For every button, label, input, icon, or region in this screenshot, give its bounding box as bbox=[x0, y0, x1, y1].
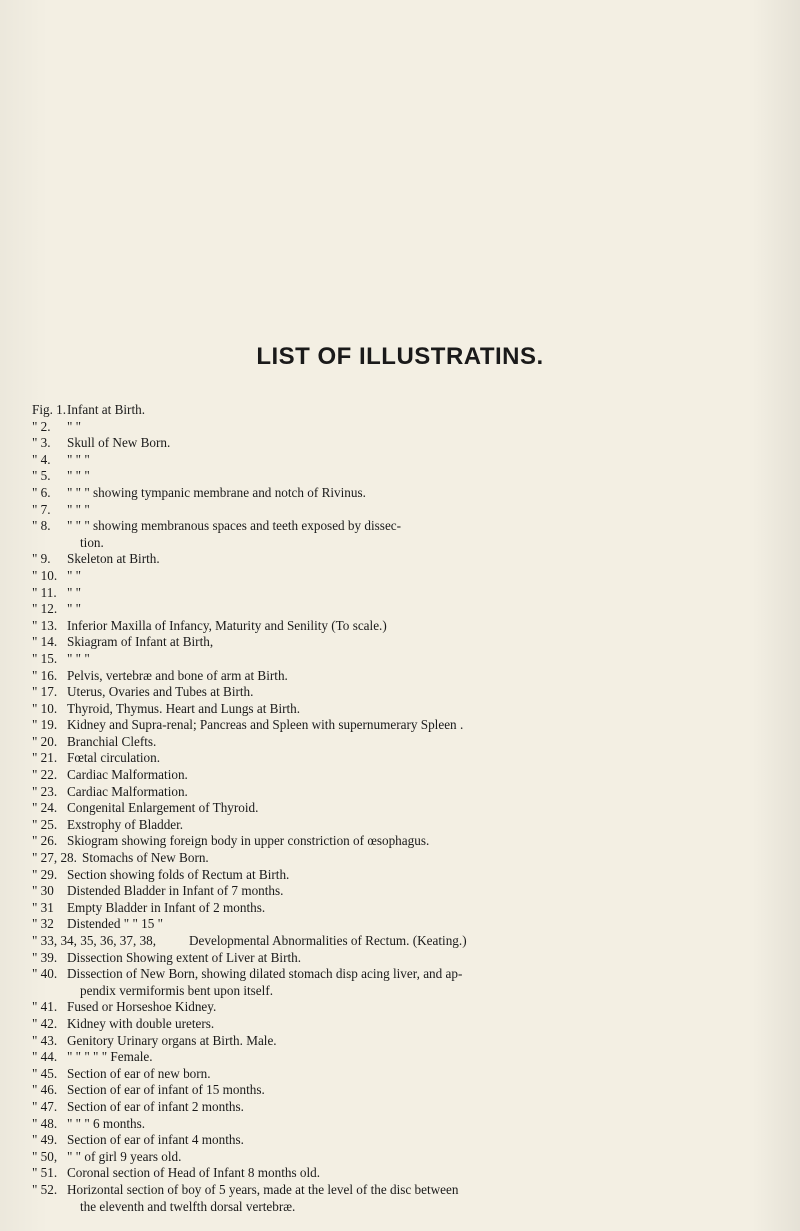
page-title: LIST OF ILLUSTRATINS. bbox=[256, 343, 544, 370]
list-item bbox=[0, 452, 800, 469]
list-item bbox=[0, 618, 800, 635]
figure-number: " 48. bbox=[32, 1115, 58, 1131]
figure-number: " 50, bbox=[32, 1148, 58, 1164]
figure-caption: Coronal section of Head of Infant 8 months old. bbox=[67, 1165, 321, 1181]
list-item bbox=[0, 701, 800, 718]
figure-number: " 16. bbox=[32, 667, 58, 683]
list-item bbox=[0, 883, 800, 900]
figure-number: " 8. bbox=[32, 518, 51, 534]
figure-number: " 20. bbox=[32, 733, 58, 749]
figure-number: " 43. bbox=[32, 1032, 58, 1048]
figure-caption: Stomachs of New Born. bbox=[82, 850, 209, 866]
figure-number: " 45. bbox=[32, 1065, 58, 1081]
figure-caption: " " " " " Female. bbox=[67, 1049, 153, 1065]
list-item bbox=[0, 1165, 800, 1182]
figure-caption: Distended " " 15 " bbox=[67, 916, 163, 932]
figure-number: " 42. bbox=[32, 1015, 58, 1031]
figure-number: " 51. bbox=[32, 1165, 58, 1181]
figure-caption: Congenital Enlargement of Thyroid. bbox=[67, 800, 259, 816]
figure-caption: " " bbox=[67, 418, 82, 434]
figure-caption: Uterus, Ovaries and Tubes at Birth. bbox=[67, 684, 254, 700]
figure-number: " 10. bbox=[32, 567, 58, 583]
figure-caption: Section of ear of infant 2 months. bbox=[67, 1098, 244, 1114]
list-item bbox=[0, 402, 800, 419]
figure-caption: Kidney with double ureters. bbox=[67, 1015, 215, 1031]
figure-number: " 33, 34, 35, 36, 37, 38, bbox=[32, 933, 157, 948]
figure-number: " 22. bbox=[32, 767, 58, 783]
figure-number: " 30 bbox=[32, 883, 54, 899]
list-item bbox=[0, 933, 800, 950]
list-item bbox=[0, 950, 800, 967]
figure-caption: Skiogram showing foreign body in upper constriction of œsophagus. bbox=[67, 833, 430, 849]
list-item bbox=[0, 435, 800, 452]
list-item bbox=[0, 585, 800, 602]
list-item bbox=[0, 419, 800, 436]
figure-number: " 46. bbox=[32, 1082, 58, 1098]
figure-caption: " " " 6 months. bbox=[67, 1115, 146, 1131]
figure-number: " 41. bbox=[32, 999, 58, 1015]
list-item bbox=[0, 900, 800, 917]
figure-caption: Fused or Horseshoe Kidney. bbox=[67, 999, 217, 1015]
figure-caption: Distended Bladder in Infant of 7 months. bbox=[67, 883, 284, 899]
figure-number: " 31 bbox=[32, 899, 54, 915]
list-item bbox=[0, 651, 800, 668]
figure-caption: Section of ear of new born. bbox=[67, 1065, 211, 1081]
caption-continuation: pendix vermiformis bent upon itself. bbox=[80, 982, 274, 998]
figure-number: " 29. bbox=[32, 866, 58, 882]
illustration-list bbox=[0, 402, 800, 1215]
figure-caption: " " " bbox=[67, 468, 90, 484]
figure-caption: Empty Bladder in Infant of 2 months. bbox=[67, 899, 266, 915]
figure-caption: " " " bbox=[67, 501, 90, 517]
list-item bbox=[0, 1082, 800, 1099]
list-item bbox=[0, 784, 800, 801]
list-item bbox=[0, 767, 800, 784]
list-item bbox=[0, 833, 800, 850]
figure-caption bbox=[67, 518, 767, 551]
list-item bbox=[0, 999, 800, 1016]
figure-number: " 11. bbox=[32, 584, 57, 600]
figure-caption: Branchial Clefts. bbox=[67, 733, 157, 749]
figure-caption: Skiagram of Infant at Birth, bbox=[67, 634, 214, 650]
list-item bbox=[0, 601, 800, 618]
figure-number: " 15. bbox=[32, 650, 58, 666]
list-item bbox=[0, 1033, 800, 1050]
figure-caption bbox=[67, 1182, 767, 1215]
figure-number: " 4. bbox=[32, 451, 51, 467]
list-item bbox=[0, 850, 800, 867]
figure-caption: Exstrophy of Bladder. bbox=[67, 816, 184, 832]
figure-caption: Genitory Urinary organs at Birth. Male. bbox=[67, 1032, 277, 1048]
list-item bbox=[0, 568, 800, 585]
figure-caption: " " " showing tympanic membrane and notch of Rivinus. bbox=[67, 484, 366, 500]
figure-number: " 52. bbox=[32, 1181, 58, 1197]
list-item bbox=[0, 485, 800, 502]
list-item bbox=[0, 1099, 800, 1116]
list-item bbox=[0, 551, 800, 568]
list-item bbox=[0, 734, 800, 751]
figure-number: " 2. bbox=[32, 418, 51, 434]
caption-continuation: the eleventh and twelfth dorsal vertebræ. bbox=[80, 1198, 296, 1214]
figure-number: " 12. bbox=[32, 601, 58, 617]
figure-number: " 7. bbox=[32, 501, 51, 517]
figure-number: " 9. bbox=[32, 551, 51, 567]
list-item bbox=[0, 817, 800, 834]
figure-caption: Fœtal circulation. bbox=[67, 750, 161, 766]
list-item bbox=[0, 518, 800, 551]
figure-number: " 3. bbox=[32, 435, 51, 451]
figure-caption: Section of ear of infant 4 months. bbox=[67, 1132, 244, 1148]
list-item bbox=[0, 1182, 800, 1215]
list-item bbox=[0, 800, 800, 817]
figure-caption: Skull of New Born. bbox=[67, 435, 171, 451]
figure-number: " 24. bbox=[32, 800, 58, 816]
figure-number: " 32 bbox=[32, 916, 54, 932]
figure-caption: " " of girl 9 years old. bbox=[67, 1148, 182, 1164]
list-item bbox=[0, 750, 800, 767]
figure-caption: Cardiac Malformation. bbox=[67, 767, 188, 783]
figure-number: " 17. bbox=[32, 684, 58, 700]
caption-continuation: tion. bbox=[80, 534, 104, 550]
list-item bbox=[0, 916, 800, 933]
figure-caption: Thyroid, Thymus. Heart and Lungs at Birth. bbox=[67, 700, 301, 716]
list-item bbox=[0, 668, 800, 685]
list-item bbox=[0, 1066, 800, 1083]
list-item bbox=[0, 1116, 800, 1133]
list-item bbox=[0, 468, 800, 485]
figure-number: " 44. bbox=[32, 1049, 58, 1065]
figure-caption bbox=[67, 966, 767, 999]
figure-caption: Section showing folds of Rectum at Birth. bbox=[67, 866, 290, 882]
figure-number: " 19. bbox=[32, 717, 58, 733]
figure-caption: Pelvis, vertebræ and bone of arm at Birth. bbox=[67, 667, 288, 683]
list-item bbox=[0, 966, 800, 999]
figure-number: Fig. 1. bbox=[32, 402, 67, 417]
figure-number: " 13. bbox=[32, 617, 58, 633]
figure-caption: " " bbox=[67, 584, 82, 600]
list-item bbox=[0, 684, 800, 701]
figure-caption: Section of ear of infant of 15 months. bbox=[67, 1082, 265, 1098]
figure-number: " 14. bbox=[32, 634, 58, 650]
figure-number: " 47. bbox=[32, 1098, 58, 1114]
figure-caption: Infant at Birth. bbox=[67, 402, 146, 417]
figure-number: " 27, 28. bbox=[32, 850, 77, 866]
list-item bbox=[0, 717, 800, 734]
figure-number: " 25. bbox=[32, 816, 58, 832]
figure-caption: Dissection Showing extent of Liver at Birth. bbox=[67, 949, 302, 965]
figure-caption: Inferior Maxilla of Infancy, Maturity and Senility (To scale.) bbox=[67, 617, 387, 633]
list-item bbox=[0, 1049, 800, 1066]
figure-caption: " " bbox=[67, 567, 82, 583]
list-item bbox=[0, 1132, 800, 1149]
figure-caption: " " " bbox=[67, 451, 90, 467]
caption-line: Horizontal section of boy of 5 years, made at the level of the disc between bbox=[67, 1181, 459, 1197]
figure-number: " 49. bbox=[32, 1132, 58, 1148]
list-item bbox=[0, 1016, 800, 1033]
figure-caption: Cardiac Malformation. bbox=[67, 783, 188, 799]
figure-number: " 39. bbox=[32, 949, 58, 965]
figure-number: " 40. bbox=[32, 966, 58, 982]
figure-number: " 21. bbox=[32, 750, 58, 766]
figure-number: " 6. bbox=[32, 484, 51, 500]
figure-caption: Developmental Abnormalities of Rectum. (Keating.) bbox=[189, 933, 467, 948]
figure-caption: Kidney and Supra-renal; Pancreas and Spleen with supernumerary Spleen . bbox=[67, 717, 464, 733]
figure-caption: " " " bbox=[67, 650, 90, 666]
list-item bbox=[0, 634, 800, 651]
figure-number: " 10. bbox=[32, 700, 58, 716]
caption-line: " " " showing membranous spaces and teeth exposed by dissec- bbox=[67, 518, 402, 534]
figure-number: " 26. bbox=[32, 833, 58, 849]
list-item bbox=[0, 867, 800, 884]
figure-number: " 23. bbox=[32, 783, 58, 799]
figure-caption: " " bbox=[67, 601, 82, 617]
figure-number: " 5. bbox=[32, 468, 51, 484]
caption-line: Dissection of New Born, showing dilated stomach disp acing liver, and ap- bbox=[67, 966, 463, 982]
list-item bbox=[0, 1149, 800, 1166]
list-item bbox=[0, 502, 800, 519]
figure-caption: Skeleton at Birth. bbox=[67, 551, 160, 567]
